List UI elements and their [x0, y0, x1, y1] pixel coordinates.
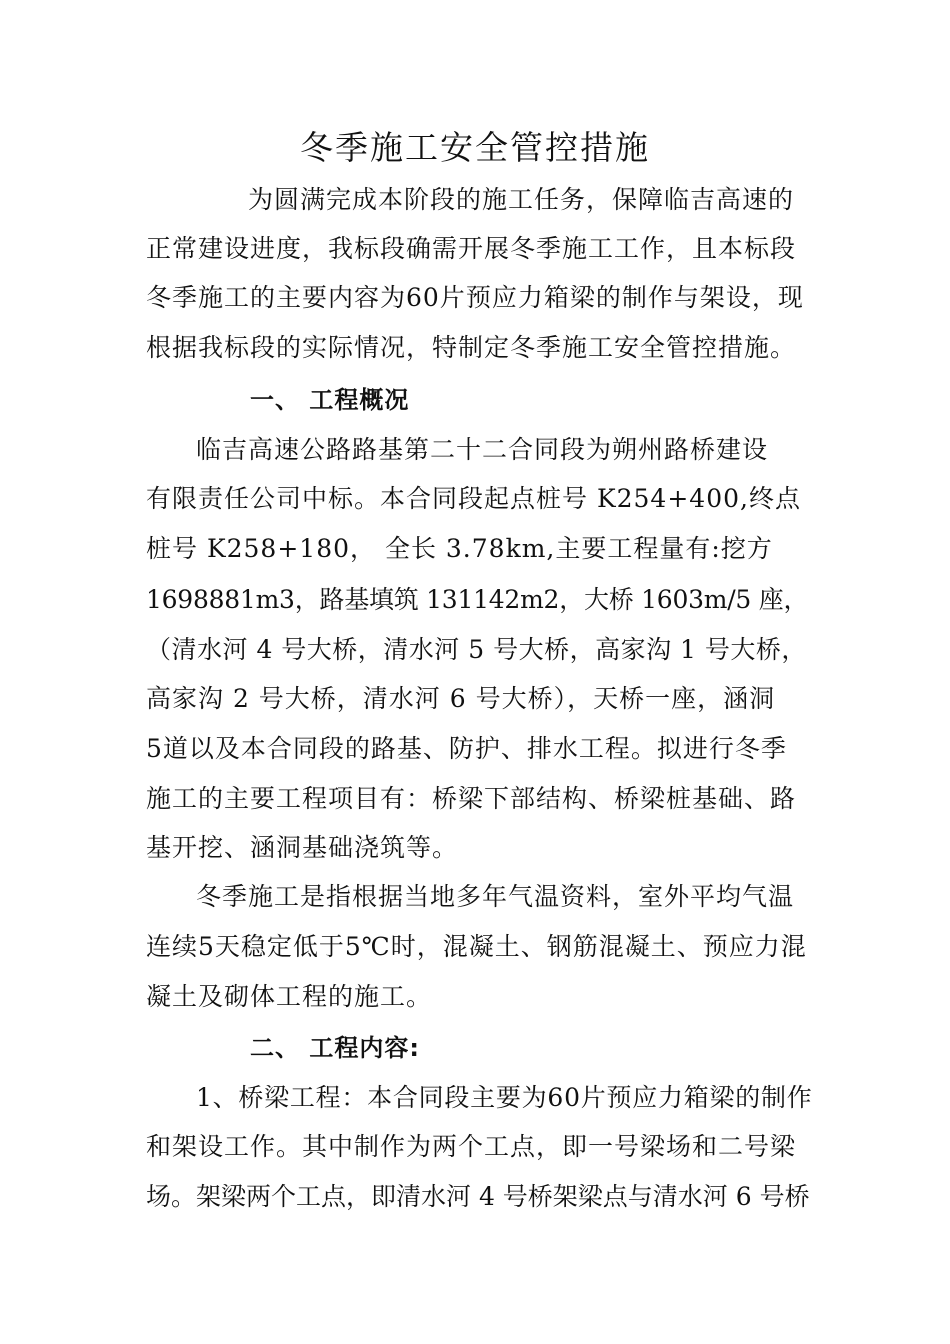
paragraph-line: 正常建设进度，我标段确需开展冬季施工工作，且本标段	[146, 234, 797, 263]
paragraph-line: 施工的主要工程项目有：桥梁下部结构、桥梁桩基础、路	[146, 784, 797, 813]
paragraph-line: 连续5天稳定低于5℃时，混凝土、钢筋混凝土、预应力混	[146, 932, 807, 961]
paragraph-line: 凝土及砌体工程的施工。	[146, 982, 433, 1011]
paragraph-line: （清水河 4 号大桥，清水河 5 号大桥，高家沟 1 号大桥，	[146, 635, 807, 664]
paragraph-line: 1、桥梁工程：本合同段主要为60片预应力箱梁的制作	[196, 1083, 813, 1112]
paragraph-line: 冬季施工是指根据当地多年气温资料，室外平均气温	[196, 882, 795, 911]
paragraph-line: 根据我标段的实际情况，特制定冬季施工安全管控措施。	[146, 333, 797, 362]
paragraph-line: 基开挖、涵洞基础浇筑等。	[146, 833, 459, 862]
paragraph-line: 冬季施工的主要内容为60片预应力箱梁的制作与架设，现	[146, 283, 804, 312]
paragraph-line: 桩号 K258+180， 全长 3.78km,主要工程量有:挖方	[146, 534, 773, 563]
section-heading-1: 一、 工程概况	[250, 386, 410, 414]
paragraph-line: 场。架梁两个工点，即清水河 4 号桥架梁点与清水河 6 号桥	[146, 1182, 810, 1211]
paragraph-line: 为圆满完成本阶段的施工任务，保障临吉高速的	[248, 185, 795, 214]
document-title: 冬季施工安全管控措施	[300, 128, 650, 167]
paragraph-line: 1698881m3，路基填筑 131142m2，大桥 1603m/5 座，	[146, 585, 809, 614]
section-heading-2: 二、 工程内容:	[250, 1034, 420, 1062]
paragraph-line: 临吉高速公路路基第二十二合同段为朔州路桥建设	[196, 435, 769, 464]
paragraph-line: 和架设工作。其中制作为两个工点，即一号梁场和二号梁	[146, 1132, 797, 1161]
paragraph-line: 5道以及本合同段的路基、防护、排水工程。拟进行冬季	[146, 734, 787, 763]
paragraph-line: 高家沟 2 号大桥，清水河 6 号大桥），天桥一座，涵洞	[146, 684, 776, 713]
paragraph-line: 有限责任公司中标。本合同段起点桩号 K254+400,终点	[146, 484, 801, 513]
